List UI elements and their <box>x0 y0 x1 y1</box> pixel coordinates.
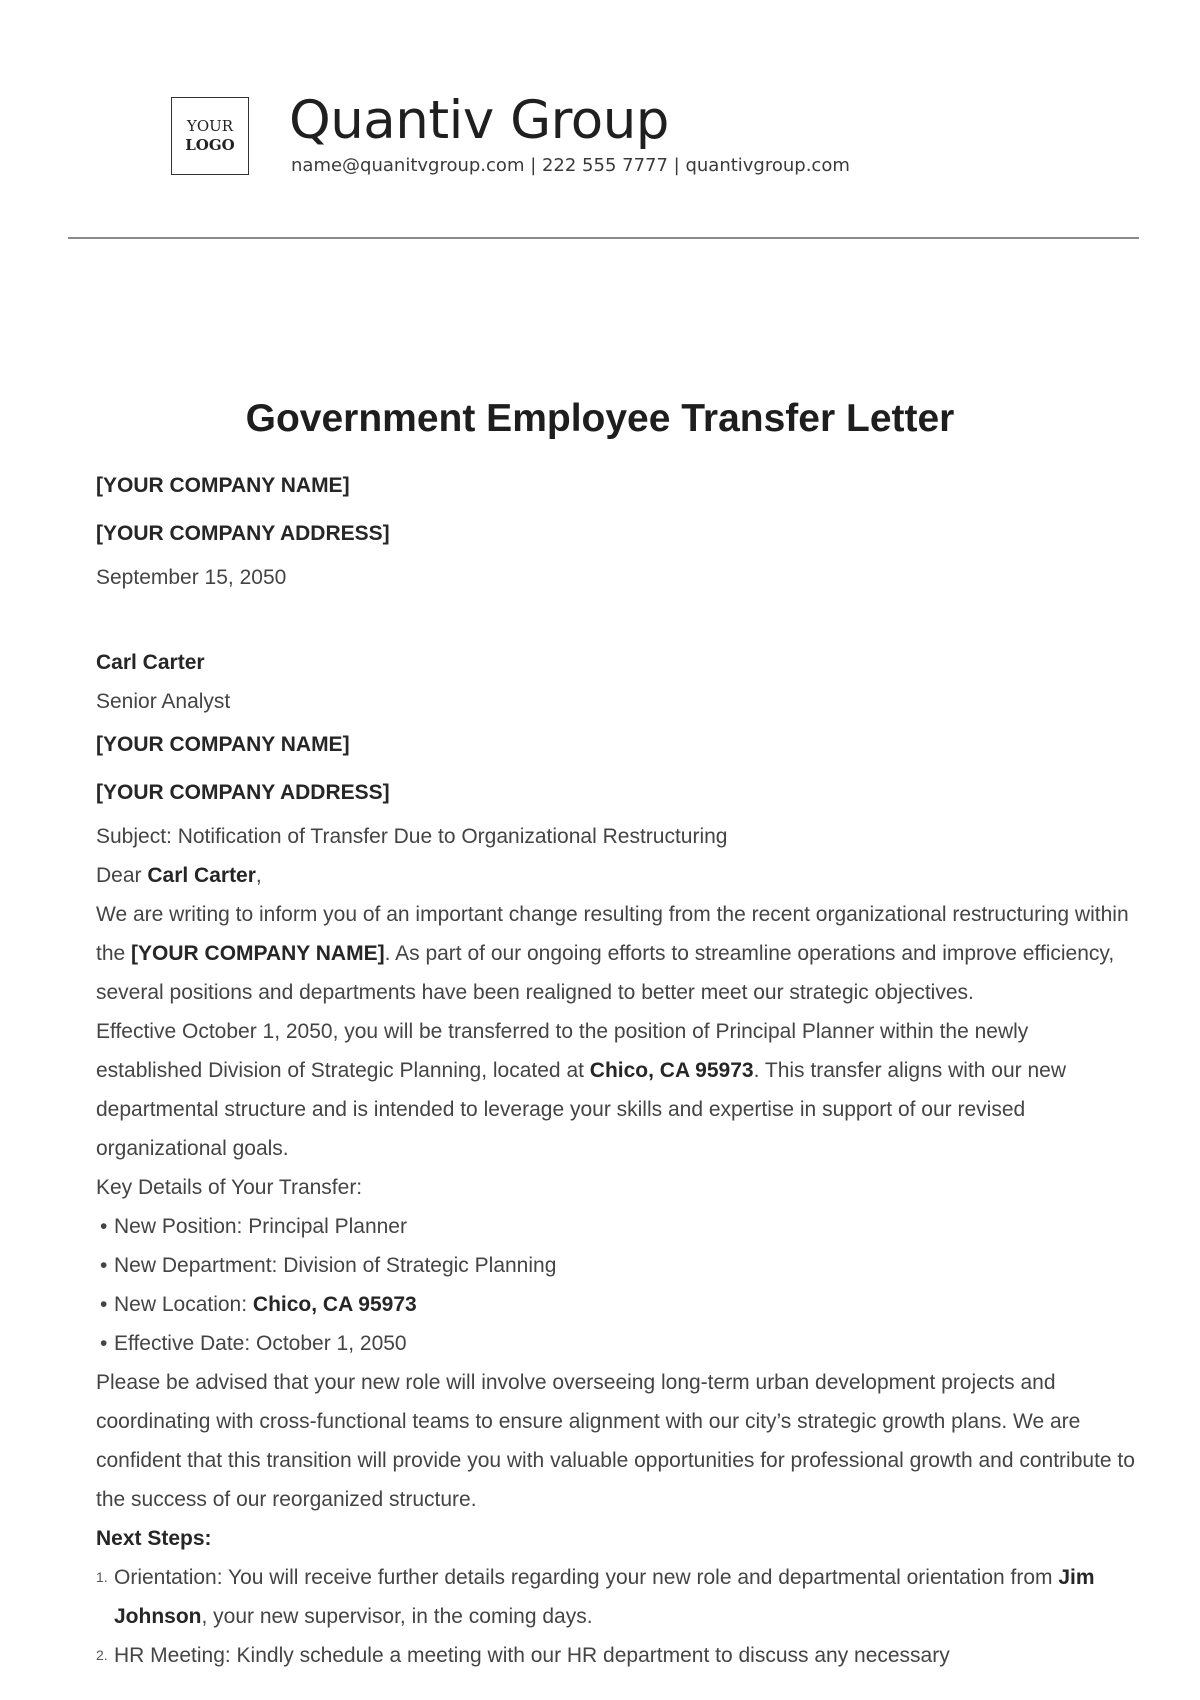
list-item <box>96 1324 1136 1363</box>
supervisor-name: Jim Johnson <box>114 1566 1095 1628</box>
letter-date: September 15, 2050 <box>96 566 287 589</box>
letter-body <box>96 462 1136 1675</box>
list-item <box>96 1246 1136 1285</box>
logo-text-line1: YOUR <box>186 117 234 135</box>
list-item <box>96 1207 1136 1246</box>
detail-location-label: New Location: <box>114 1293 253 1316</box>
detail-effective-date: Effective Date: October 1, 2050 <box>114 1332 407 1355</box>
subject-line: Subject: Notification of Transfer Due to Organizational Restructuring <box>96 825 728 848</box>
paragraph-transfer <box>96 1012 1136 1168</box>
bullet-icon: • <box>100 1332 108 1355</box>
recipient-address: [YOUR COMPANY ADDRESS] <box>96 781 390 804</box>
spacer <box>96 597 1136 643</box>
step1-text-part1: Orientation: You will receive further details regarding your new role and departmental orientation from <box>114 1566 1059 1589</box>
bullet-icon: • <box>100 1293 108 1316</box>
paragraph-intro <box>96 895 1136 1012</box>
paragraph-transfer-location: Chico, CA 95973 <box>589 1059 754 1082</box>
paragraph-intro-part1: We are writing to inform you of an important change resulting from the recent organizational restructuring within the <box>96 903 1129 965</box>
header-divider <box>68 237 1139 239</box>
recipient-company: [YOUR COMPANY NAME] <box>96 733 350 756</box>
list-item <box>96 1636 1136 1675</box>
step2-text: HR Meeting: Kindly schedule a meeting with our HR department to discuss any necessary <box>114 1644 950 1667</box>
paragraph-intro-part2: . As part of our ongoing efforts to streamline operations and improve efficiency, several positions and departments have been realigned to better meet our strategic objectives. <box>96 942 1115 1004</box>
step1-text-part2: , your new supervisor, in the coming days. <box>201 1605 593 1628</box>
detail-position: New Position: Principal Planner <box>114 1215 407 1238</box>
detail-location-value: Chico, CA 95973 <box>252 1293 417 1316</box>
recipient-position: Senior Analyst <box>96 690 231 713</box>
list-item <box>96 1558 1136 1636</box>
key-details-heading: Key Details of Your Transfer: <box>96 1176 363 1199</box>
paragraph-transfer-part1: Effective October 1, 2050, you will be transferred to the position of Principal Planner within the newly established Division of Strategic Planning, located at <box>96 1020 1029 1082</box>
step-number: 1. <box>96 1569 108 1585</box>
detail-department: New Department: Division of Strategic Planning <box>114 1254 557 1277</box>
contact-info: name@quanitvgroup.com | 222 555 7777 | quantivgroup.com <box>291 155 850 176</box>
greeting-suffix: , <box>255 864 262 887</box>
document-title: Government Employee Transfer Letter <box>245 397 955 440</box>
greeting-name: Carl Carter <box>147 864 256 887</box>
company-name: Quantiv Group <box>289 90 669 151</box>
recipient-name: Carl Carter <box>96 651 205 674</box>
sender-address: [YOUR COMPANY ADDRESS] <box>96 522 390 545</box>
paragraph-role: Please be advised that your new role will involve overseeing long-term urban development projects and coordinating with cross-functional teams to ensure alignment with our city’s strategic growth plans. We are confident that this transition will provide you with valuable opportunities for professional growth and contribute to the success of our reorganized structure. <box>96 1371 1135 1511</box>
next-steps-list <box>96 1558 1136 1675</box>
company-logo <box>171 97 249 175</box>
step-number: 2. <box>96 1647 108 1663</box>
paragraph-intro-company: [YOUR COMPANY NAME] <box>131 942 385 965</box>
sender-company: [YOUR COMPANY NAME] <box>96 474 350 497</box>
list-item <box>96 1285 1136 1324</box>
greeting-prefix: Dear <box>96 864 148 887</box>
paragraph-transfer-part2: . This transfer aligns with our new departmental structure and is intended to leverage your skills and expertise in support of our revised organizational goals. <box>96 1059 1067 1160</box>
logo-text-line2: LOGO <box>185 136 235 154</box>
bullet-icon: • <box>100 1215 108 1238</box>
bullet-icon: • <box>100 1254 108 1277</box>
next-steps-heading: Next Steps: <box>96 1527 212 1550</box>
greeting <box>96 856 1136 895</box>
